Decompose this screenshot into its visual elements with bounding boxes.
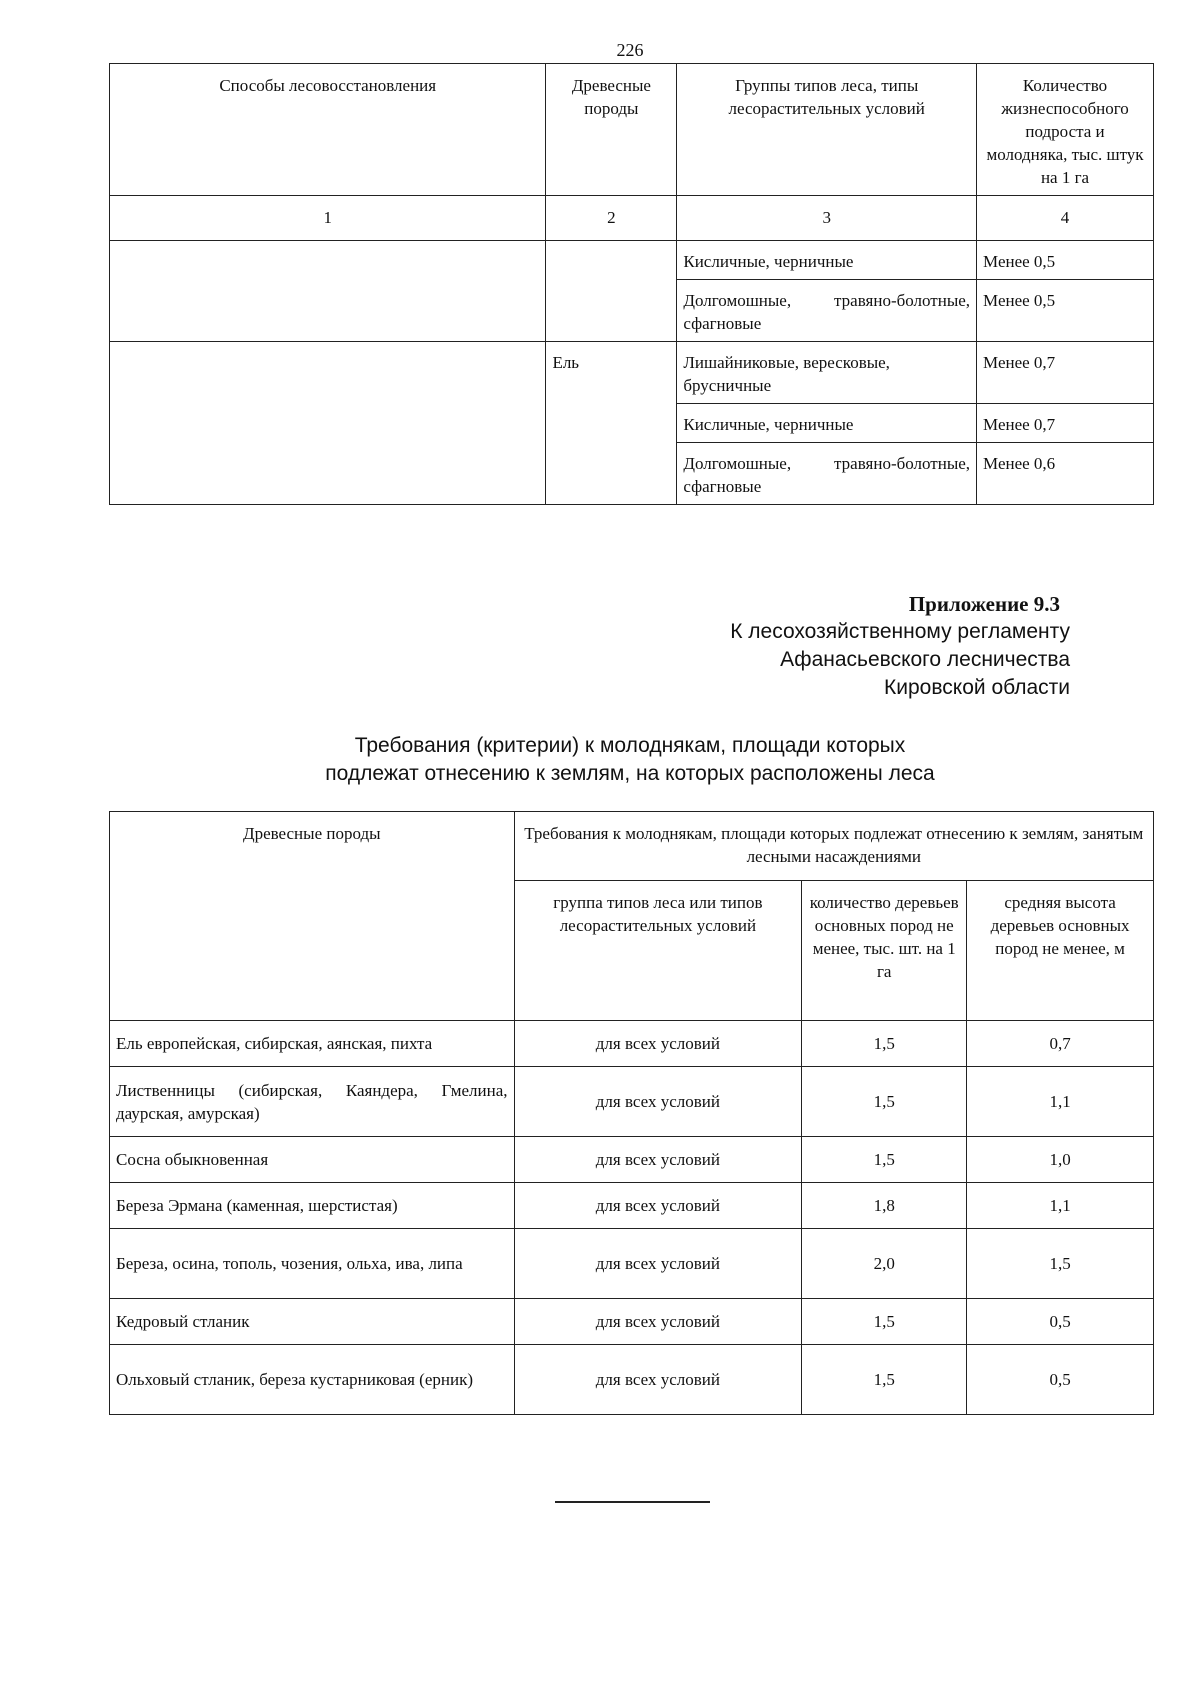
header-species: Древесные породы <box>110 812 515 1021</box>
species-cell: Ель европейская, сибирская, аянская, пихта <box>110 1021 515 1067</box>
empty-cell <box>110 342 546 505</box>
species-cell: Кедровый стланик <box>110 1299 515 1345</box>
count-cell: 1,8 <box>802 1183 967 1229</box>
table-row <box>110 1067 1154 1137</box>
forest-type-cell: Лишайниковые, вересковые, брусничные <box>677 342 977 404</box>
forest-type-cell: Долгомошные, травяно-болотные, сфагновые <box>677 280 977 342</box>
appendix-line: К лесохозяйственному регламенту <box>730 620 1070 643</box>
heading-line: подлежат отнесению к землям, на которых расположены леса <box>325 762 935 785</box>
header-species: Древесные породы <box>546 64 677 196</box>
height-cell: 1,0 <box>967 1137 1154 1183</box>
height-cell: 0,7 <box>967 1021 1154 1067</box>
quantity-cell: Менее 0,5 <box>977 280 1154 342</box>
height-cell: 0,5 <box>967 1299 1154 1345</box>
group-cell: для всех условий <box>514 1229 802 1299</box>
quantity-cell: Менее 0,7 <box>977 404 1154 443</box>
requirements-table <box>109 811 1154 1415</box>
table-row <box>110 1137 1154 1183</box>
page-number: 226 <box>616 40 644 60</box>
species-cell: Ольховый стланик, береза кустарниковая (ерник) <box>110 1345 515 1415</box>
quantity-cell: Менее 0,7 <box>977 342 1154 404</box>
table-row <box>110 342 1154 404</box>
count-cell: 1,5 <box>802 1021 967 1067</box>
header-requirements: Требования к молоднякам, площади которых подлежат отнесению к землям, занятым лесными насаждениями <box>514 812 1153 881</box>
forest-type-cell: Кисличные, черничные <box>677 241 977 280</box>
table-row <box>110 1345 1154 1415</box>
table-row <box>110 1299 1154 1345</box>
table-row <box>110 1183 1154 1229</box>
column-numbers-row <box>110 196 1154 241</box>
table-row <box>110 1021 1154 1067</box>
species-cell: Ель <box>546 342 677 505</box>
forest-type-cell: Кисличные, черничные <box>677 404 977 443</box>
regeneration-table <box>109 63 1154 505</box>
column-number: 3 <box>677 196 977 241</box>
group-cell: для всех условий <box>514 1345 802 1415</box>
group-cell: для всех условий <box>514 1067 802 1137</box>
header-undergrowth-count: Количество жизнеспособного подроста и молодняка, тыс. штук на 1 га <box>977 64 1154 196</box>
species-cell: Береза Эрмана (каменная, шерстистая) <box>110 1183 515 1229</box>
quantity-cell: Менее 0,5 <box>977 241 1154 280</box>
header-forest-types: Группы типов леса, типы лесорастительных условий <box>677 64 977 196</box>
table-header-row <box>110 64 1154 196</box>
empty-cell <box>546 241 677 342</box>
species-cell: Береза, осина, тополь, чозения, ольха, ива, липа <box>110 1229 515 1299</box>
height-cell: 0,5 <box>967 1345 1154 1415</box>
group-cell: для всех условий <box>514 1299 802 1345</box>
species-cell: Сосна обыкновенная <box>110 1137 515 1183</box>
heading-line: Требования (критерии) к молоднякам, площади которых <box>354 734 906 757</box>
table-header-row <box>110 812 1154 881</box>
appendix-title: Приложение 9.3 <box>908 592 1060 616</box>
height-cell: 1,1 <box>967 1067 1154 1137</box>
table-row <box>110 241 1154 280</box>
quantity-cell: Менее 0,6 <box>977 443 1154 505</box>
header-methods: Способы лесовосстановления <box>110 64 546 196</box>
appendix-block <box>730 590 1070 702</box>
document-heading <box>0 732 1200 788</box>
appendix-line: Кировской области <box>884 676 1070 699</box>
count-cell: 1,5 <box>802 1345 967 1415</box>
table-row <box>110 1229 1154 1299</box>
column-number: 1 <box>110 196 546 241</box>
height-cell: 1,1 <box>967 1183 1154 1229</box>
height-cell: 1,5 <box>967 1229 1154 1299</box>
count-cell: 2,0 <box>802 1229 967 1299</box>
appendix-line: Афанасьевского лесничества <box>780 648 1070 671</box>
empty-cell <box>110 241 546 342</box>
forest-type-cell: Долгомошные, травяно-болотные, сфагновые <box>677 443 977 505</box>
subheader-count: количество деревьев основных пород не менее, тыс. шт. на 1 га <box>802 881 967 1021</box>
column-number: 2 <box>546 196 677 241</box>
group-cell: для всех условий <box>514 1137 802 1183</box>
count-cell: 1,5 <box>802 1067 967 1137</box>
end-divider <box>555 1501 710 1503</box>
subheader-group: группа типов леса или типов лесорастительных условий <box>514 881 802 1021</box>
column-number: 4 <box>977 196 1154 241</box>
group-cell: для всех условий <box>514 1021 802 1067</box>
count-cell: 1,5 <box>802 1299 967 1345</box>
group-cell: для всех условий <box>514 1183 802 1229</box>
species-cell: Лиственницы (сибирская, Каяндера, Гмелина, даурская, амурская) <box>110 1067 515 1137</box>
count-cell: 1,5 <box>802 1137 967 1183</box>
subheader-height: средняя высота деревьев основных пород не менее, м <box>967 881 1154 1021</box>
